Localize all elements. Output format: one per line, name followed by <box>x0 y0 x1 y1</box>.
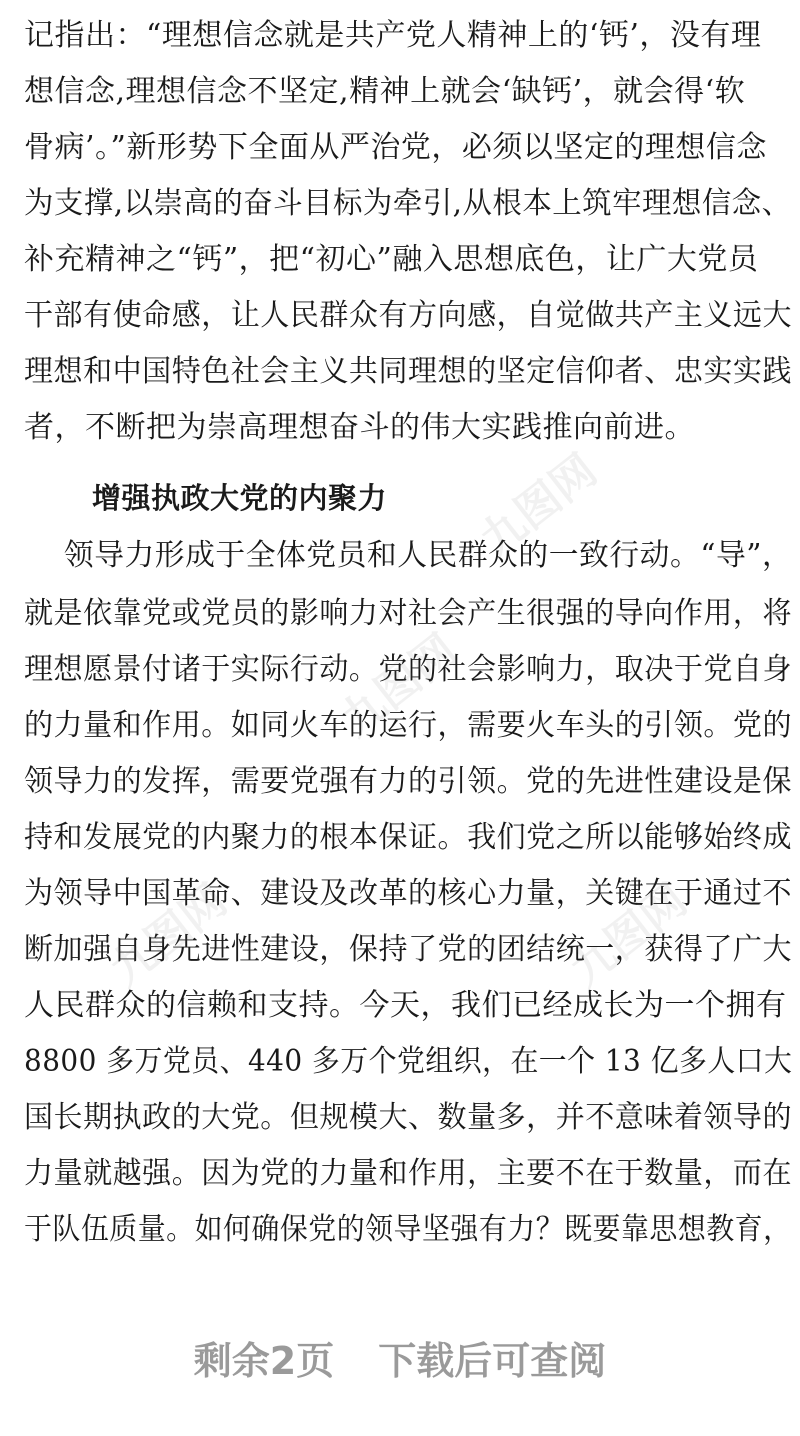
paragraph-line: 干部有使命感，让人民群众有方向感，自觉做共产主义远大 <box>24 298 792 333</box>
paragraph-line: 国长期执政的大党。但规模大、数量多，并不意味着领导的 <box>24 1100 792 1135</box>
paragraph-line: 领导力形成于全体党员和人民群众的一致行动。“导”， <box>24 538 793 573</box>
paragraph-line: 理想和中国特色社会主义共同理想的坚定信仰者、忠实实践 <box>24 354 792 389</box>
paragraph-line: 的力量和作用。如同火车的运行，需要火车头的引领。党的 <box>24 708 792 743</box>
watermark-logo: 九图网 <box>561 874 697 997</box>
paragraph-line: 为领导中国革命、建设及改革的核心力量，关键在于通过不 <box>24 876 792 911</box>
paragraph-line: 者，不断把为崇高理想奋斗的伟大实践推向前进。 <box>24 410 695 445</box>
paragraph-line: 补充精神之“钙”，把“初心”融入思想底色，让广大党员 <box>24 242 759 277</box>
paragraph-line: 想信念,理想信念不坚定,精神上就会‘缺钙’，就会得‘软 <box>24 74 746 109</box>
download-to-view-label[interactable]: 下载后可查阅 <box>378 1339 607 1383</box>
section-heading: 增强执政大党的内聚力 <box>92 481 388 515</box>
paragraph-line: 于队伍质量。如何确保党的领导坚强有力？既要靠思想教育， <box>24 1212 792 1247</box>
paragraph-line: 持和发展党的内聚力的根本保证。我们党之所以能够始终成 <box>24 820 792 855</box>
paragraph-line: 8800 多万党员、440 多万个党组织，在一个 13 亿多人口大 <box>24 1044 793 1079</box>
paragraph-line: 力量就越强。因为党的力量和作用，主要不在于数量，而在 <box>24 1156 792 1191</box>
paragraph-line: 就是依靠党或党员的影响力对社会产生很强的导向作用，将 <box>24 596 792 631</box>
paragraph-line: 领导力的发挥，需要党强有力的引领。党的先进性建设是保 <box>24 764 792 799</box>
watermark-logo: 九图网 <box>471 444 607 567</box>
paragraph-line: 断加强自身先进性建设，保持了党的团结统一，获得了广大 <box>24 932 792 967</box>
watermark-logo: 九图网 <box>331 624 467 747</box>
paragraph-line: 骨病’。”新形势下全面从严治党，必须以坚定的理想信念 <box>24 130 767 165</box>
remaining-pages-label: 剩余2页 <box>193 1339 335 1383</box>
paragraph-line: 理想愿景付诸于实际行动。党的社会影响力，取决于党自身 <box>24 652 792 687</box>
paragraph-line: 记指出：“理想信念就是共产党人精神上的‘钙’，没有理 <box>24 18 762 53</box>
watermark-logo: 九图网 <box>101 874 237 997</box>
paragraph-line: 为支撑,以崇高的奋斗目标为牵引,从根本上筑牢理想信念、 <box>24 186 792 221</box>
paragraph-line: 人民群众的信赖和支持。今天，我们已经成长为一个拥有 <box>24 988 787 1023</box>
download-prompt[interactable] <box>0 1330 800 1385</box>
